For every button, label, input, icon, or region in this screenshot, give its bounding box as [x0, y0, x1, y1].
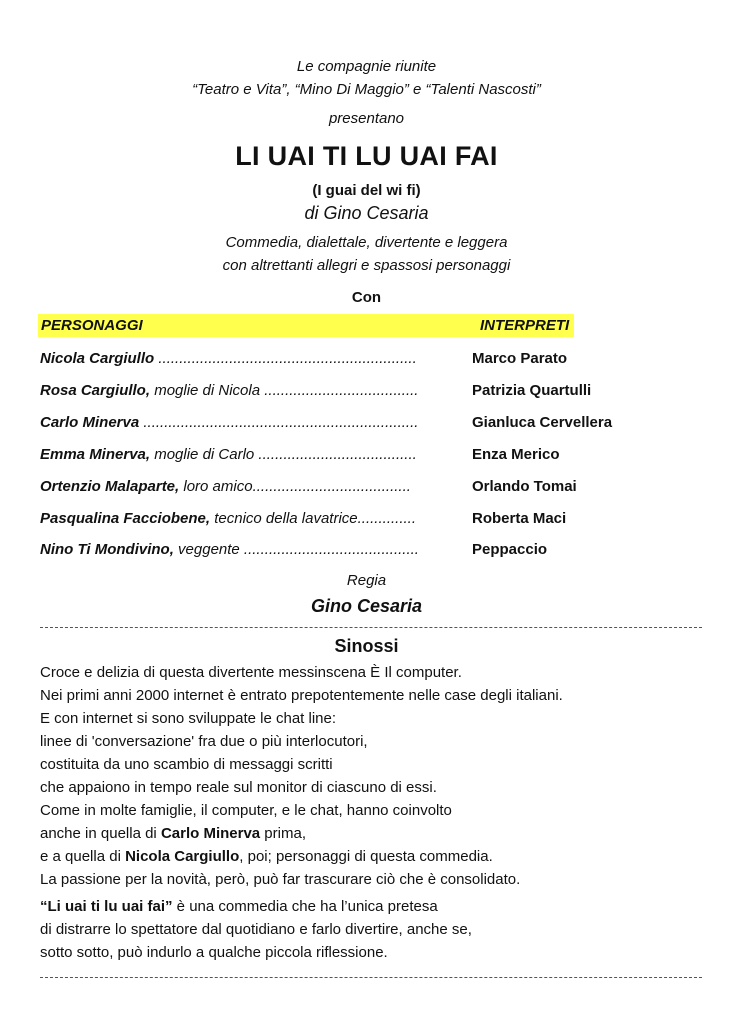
dot-leader: ......................................	[252, 478, 411, 495]
sinossi-line: La passione per la novità, però, può far trascurare ciò che è consolidato.	[40, 871, 521, 888]
character-mention: Carlo Minerva	[160, 825, 261, 842]
play-author: di Gino Cesaria	[304, 203, 429, 223]
character-name: Ortenzio Malaparte,	[40, 478, 180, 495]
dot-leader: ..............	[357, 510, 416, 527]
actor-name: Orlando Tomai	[472, 478, 577, 495]
play-title: LI UAI TI LU UAI FAI	[235, 141, 498, 171]
cast-row	[40, 478, 680, 500]
actor-name: Enza Merico	[472, 446, 560, 463]
dot-leader: ......................................	[254, 446, 417, 463]
cast-row	[40, 382, 680, 404]
separator-line	[40, 627, 702, 628]
sinossi-line: Nei primi anni 2000 internet è entrato prepotentemente nelle case degli italiani.	[40, 687, 563, 704]
character-name: Carlo Minerva	[40, 414, 140, 431]
actor-name: Peppaccio	[472, 541, 548, 558]
dot-leader: ..............................................................	[154, 350, 417, 367]
sinossi-text-segment: prima,	[260, 825, 306, 842]
regia-label: Regia	[346, 572, 387, 589]
separator-line	[40, 977, 702, 978]
sinossi-line	[40, 848, 493, 865]
character-note: moglie di Nicola	[150, 382, 261, 399]
cast-row	[40, 350, 680, 372]
character-name: Pasqualina Facciobene,	[40, 510, 211, 527]
dot-leader: ..................................................................	[139, 414, 419, 431]
actor-name: Gianluca Cervellera	[472, 414, 613, 431]
regia-name: Gino Cesaria	[310, 596, 423, 616]
sinossi-line	[40, 898, 438, 915]
actor-name: Marco Parato	[472, 350, 568, 367]
character-name: Emma Minerva,	[40, 446, 151, 463]
sinossi-text-segment: è una commedia che ha l’unica pretesa	[172, 898, 438, 915]
character-name: Nicola Cargiullo	[40, 350, 155, 367]
intro-line-presentano: presentano	[328, 110, 405, 127]
sinossi-line: di distrarre lo spettatore dal quotidiano e farlo divertire, anche se,	[40, 921, 472, 938]
sinossi-line: sotto sotto, può indurlo a qualche piccola riflessione.	[40, 944, 388, 961]
character-note: tecnico della lavatrice	[210, 510, 358, 527]
sinossi-line	[40, 825, 306, 842]
sinossi-line: Croce e delizia di questa divertente messinscena È Il computer.	[40, 664, 462, 681]
sinossi-text-segment: e a quella di	[40, 848, 126, 865]
character-mention: Nicola Cargiullo	[125, 848, 240, 865]
dot-leader: ..........................................	[239, 541, 419, 558]
cast-row	[40, 541, 680, 563]
sinossi-line: linee di 'conversazione' fra due o più interlocutori,	[40, 733, 368, 750]
actor-name: Roberta Maci	[472, 510, 567, 527]
description-line-1: Commedia, dialettale, divertente e leggera	[225, 234, 508, 251]
character-name: Rosa Cargiullo,	[40, 382, 151, 399]
character-name: Nino Ti Mondivino,	[40, 541, 174, 558]
sinossi-text-segment: anche in quella di	[40, 825, 161, 842]
cast-row	[40, 446, 680, 468]
play-title-mention: “Li uai ti lu uai fai”	[40, 898, 173, 915]
description-line-2: con altrettanti allegri e spassosi personaggi	[222, 257, 511, 274]
cast-row	[40, 414, 680, 436]
con-label: Con	[351, 289, 382, 306]
sinossi-text-segment: , poi; personaggi di questa commedia.	[239, 848, 493, 865]
sinossi-line: che appaiono in tempo reale sul monitor di ciascuno di essi.	[40, 779, 437, 796]
cast-header-actor: INTERPRETI	[480, 317, 570, 334]
actor-name: Patrizia Quartulli	[472, 382, 592, 399]
intro-line-company-names: “Teatro e Vita”, “Mino Di Maggio” e “Talenti Nascosti”	[192, 81, 541, 98]
cast-header	[38, 314, 574, 337]
sinossi-line: E con internet si sono sviluppate le chat line:	[40, 710, 337, 727]
character-note: loro amico	[179, 478, 253, 495]
cast-header-role: PERSONAGGI	[41, 317, 143, 334]
character-note: veggente	[173, 541, 240, 558]
sinossi-line: costituita da uno scambio di messaggi scritti	[40, 756, 333, 773]
intro-line-companies: Le compagnie riunite	[296, 58, 437, 75]
character-note: moglie di Carlo	[150, 446, 255, 463]
cast-row	[40, 510, 680, 532]
sinossi-line: Come in molte famiglie, il computer, e le chat, hanno coinvolto	[40, 802, 452, 819]
play-subtitle: (I guai del wi fi)	[312, 182, 421, 199]
sinossi-title: Sinossi	[334, 636, 399, 656]
dot-leader: .....................................	[260, 382, 419, 399]
